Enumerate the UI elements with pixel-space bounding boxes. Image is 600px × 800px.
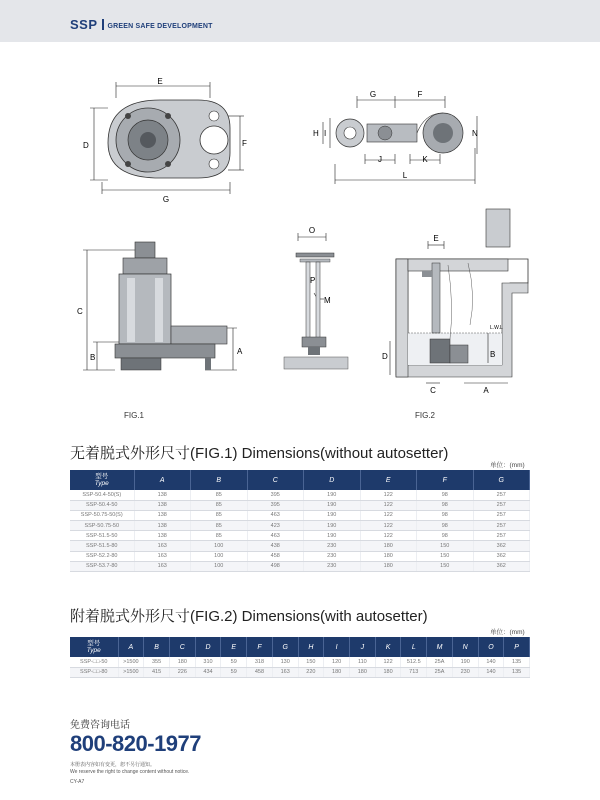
table1-header-row <box>70 470 530 490</box>
dim-label: H <box>313 129 319 138</box>
table-cell: 423 <box>247 521 304 531</box>
table-cell: 180 <box>324 667 350 677</box>
hotline-number: 800-820-1977 <box>70 731 202 756</box>
table-cell: 230 <box>304 561 361 571</box>
brand-logo: SSP <box>70 17 98 32</box>
dim-label: L <box>402 171 408 180</box>
table-row <box>70 521 530 531</box>
table-cell: 85 <box>191 490 248 500</box>
column-header: D <box>195 637 221 657</box>
table-row <box>70 541 530 551</box>
table-cell: 362 <box>473 541 530 551</box>
dim-label: N <box>472 129 478 138</box>
dim-label: P <box>310 276 316 285</box>
table-cell: 150 <box>417 541 474 551</box>
column-header: E <box>360 470 417 490</box>
table-cell: >1500 <box>118 667 144 677</box>
table-cell: 310 <box>195 657 221 667</box>
table-cell: SSP-□□-50 <box>70 657 118 667</box>
column-header: C <box>169 637 195 657</box>
dim-label: B <box>490 350 496 359</box>
dim-label: A <box>483 386 489 395</box>
table-cell: 395 <box>247 500 304 510</box>
table-cell: 138 <box>134 490 191 500</box>
table1-title: 无着脱式外形尺寸(FIG.1) Dimensions(without autosetter) <box>70 445 449 462</box>
table-cell: 190 <box>304 500 361 510</box>
table-cell: 220 <box>298 667 324 677</box>
table-cell: 135 <box>504 657 530 667</box>
table-cell: 122 <box>360 510 417 520</box>
table-cell: SSP-53.7-80 <box>70 561 134 571</box>
fig2-pit-drawing <box>378 205 528 395</box>
table1-unit: 单位：(mm) <box>490 462 525 469</box>
dim-label: F <box>242 139 247 148</box>
table-cell: SSP-51.5-50 <box>70 531 134 541</box>
table-cell: 150 <box>298 657 324 667</box>
table-cell: SSP-50.4-50(S) <box>70 490 134 500</box>
column-header: A <box>134 470 191 490</box>
table-cell: 230 <box>452 667 478 677</box>
table-cell: 415 <box>144 667 170 677</box>
table-cell: 163 <box>134 541 191 551</box>
disclaimer-cn: 本册表内容如有变更，恕不另行通知。 <box>70 762 156 768</box>
table1 <box>70 470 530 572</box>
table-cell: SSP-50.75-50 <box>70 521 134 531</box>
table-cell: 257 <box>473 521 530 531</box>
type-header-en: Type <box>94 480 109 487</box>
column-header: D <box>304 470 361 490</box>
table-cell: 163 <box>134 551 191 561</box>
table-cell: 59 <box>221 667 247 677</box>
dim-label: B <box>90 353 96 362</box>
column-header: G <box>272 637 298 657</box>
table-cell: 355 <box>144 657 170 667</box>
table-cell: 190 <box>304 531 361 541</box>
table-cell: 180 <box>360 541 417 551</box>
table-cell: 226 <box>169 667 195 677</box>
table-cell: 138 <box>134 521 191 531</box>
table-cell: 458 <box>247 667 273 677</box>
brand-tagline: GREEN SAFE DEVELOPMENT <box>107 23 213 30</box>
table-cell: 190 <box>304 510 361 520</box>
table-cell: 257 <box>473 490 530 500</box>
catalog-code: CY-A7 <box>70 779 85 785</box>
table-cell: 180 <box>360 551 417 561</box>
fig1-label: FIG.1 <box>124 411 145 420</box>
table-cell: >1500 <box>118 657 144 667</box>
table-cell: SSP-□□-80 <box>70 667 118 677</box>
table-cell: 100 <box>191 551 248 561</box>
table-cell: 257 <box>473 500 530 510</box>
table-cell: 463 <box>247 510 304 520</box>
table-cell: 130 <box>272 657 298 667</box>
table-cell: 180 <box>349 667 375 677</box>
dim-label: K <box>422 155 428 164</box>
table-row <box>70 510 530 520</box>
table-cell: 434 <box>195 667 221 677</box>
table-cell: 122 <box>360 490 417 500</box>
table-cell: 163 <box>134 561 191 571</box>
column-header: O <box>478 637 504 657</box>
dim-label: D <box>382 352 388 361</box>
table-cell: 85 <box>191 510 248 520</box>
table-cell: 362 <box>473 551 530 561</box>
dim-label: O <box>308 226 316 235</box>
table-cell: 140 <box>478 667 504 677</box>
column-header: A <box>118 637 144 657</box>
table-cell: 138 <box>134 500 191 510</box>
column-header: L <box>401 637 427 657</box>
table-cell: 395 <box>247 490 304 500</box>
table-cell: 138 <box>134 510 191 520</box>
table-cell: 230 <box>304 541 361 551</box>
table-cell: SSP-51.5-80 <box>70 541 134 551</box>
column-header: C <box>247 470 304 490</box>
table-cell: 150 <box>417 551 474 561</box>
dim-label: C <box>430 386 436 395</box>
table-cell: 100 <box>191 541 248 551</box>
table-cell: 135 <box>504 667 530 677</box>
hotline-label: 免费咨询电话 <box>70 720 130 731</box>
dim-label: F <box>417 90 423 99</box>
table-cell: 163 <box>272 667 298 677</box>
column-header: F <box>417 470 474 490</box>
table-row <box>70 561 530 571</box>
table-row <box>70 657 530 667</box>
table-cell: 438 <box>247 541 304 551</box>
table-row <box>70 667 530 677</box>
table-cell: 138 <box>134 531 191 541</box>
table-cell: 85 <box>191 500 248 510</box>
brand <box>70 17 213 32</box>
table-cell: 180 <box>360 561 417 571</box>
column-header: M <box>427 637 453 657</box>
table-cell: SSP-52.2-80 <box>70 551 134 561</box>
top-view-drawing <box>80 78 260 203</box>
table-cell: 190 <box>304 490 361 500</box>
table-cell: 463 <box>247 531 304 541</box>
table-cell: 498 <box>247 561 304 571</box>
table-cell: 150 <box>417 561 474 571</box>
table-cell: 122 <box>360 500 417 510</box>
dim-label: E <box>433 234 439 243</box>
table-cell: 98 <box>417 531 474 541</box>
dim-label: I <box>324 129 327 138</box>
dim-label: A <box>237 347 243 356</box>
table-cell: 25A <box>427 657 453 667</box>
table-cell: 512.5 <box>401 657 427 667</box>
table-cell: 122 <box>360 521 417 531</box>
column-header: B <box>191 470 248 490</box>
table2 <box>70 637 530 678</box>
table-cell: 120 <box>324 657 350 667</box>
column-header: J <box>349 637 375 657</box>
dim-label: C <box>77 307 83 316</box>
guide-rail-drawing <box>280 225 360 375</box>
table-cell: 100 <box>191 561 248 571</box>
dim-label: J <box>378 155 382 164</box>
column-header: G <box>473 470 530 490</box>
table-cell: 122 <box>360 531 417 541</box>
header-bar <box>0 0 600 42</box>
column-header: B <box>144 637 170 657</box>
table-cell: 85 <box>191 531 248 541</box>
table-cell: 257 <box>473 510 530 520</box>
column-header: E <box>221 637 247 657</box>
table2-title: 附着脱式外形尺寸(FIG.2) Dimensions(with autosetter) <box>70 608 428 625</box>
dim-label: G <box>162 195 170 204</box>
table-cell: 140 <box>478 657 504 667</box>
dim-label: E <box>157 77 163 86</box>
dim-label: D <box>83 141 89 150</box>
column-header: F <box>247 637 273 657</box>
table-cell: SSP-50.75-50(S) <box>70 510 134 520</box>
table2-unit: 单位：(mm) <box>490 629 525 636</box>
table-cell: 122 <box>375 657 401 667</box>
dim-label: G <box>369 90 377 99</box>
autosetter-top-drawing <box>305 88 490 188</box>
table-cell: 98 <box>417 510 474 520</box>
table-cell: 110 <box>349 657 375 667</box>
table-cell: 458 <box>247 551 304 561</box>
type-header-en: Type <box>86 647 101 654</box>
table-cell: 190 <box>452 657 478 667</box>
table-cell: 98 <box>417 490 474 500</box>
lwl-marker: L.W.L <box>490 325 503 331</box>
table-cell: 59 <box>221 657 247 667</box>
brand-separator <box>102 19 104 30</box>
table-cell: 180 <box>169 657 195 667</box>
column-header: P <box>504 637 530 657</box>
table-cell: 318 <box>247 657 273 667</box>
fig1-pump-drawing <box>75 230 255 380</box>
type-header <box>70 470 134 490</box>
table-cell: 98 <box>417 500 474 510</box>
dim-label: M <box>324 296 331 305</box>
table-cell: 25A <box>427 667 453 677</box>
column-header: H <box>298 637 324 657</box>
disclaimer-en: We reserve the right to change content without notice. <box>70 769 190 775</box>
table-cell: 190 <box>304 521 361 531</box>
table-cell: 230 <box>304 551 361 561</box>
type-header-cn: 型号 <box>95 473 109 480</box>
table-row <box>70 551 530 561</box>
type-header <box>70 637 118 657</box>
table-cell: 180 <box>375 667 401 677</box>
column-header: I <box>324 637 350 657</box>
column-header: N <box>452 637 478 657</box>
table-cell: 257 <box>473 531 530 541</box>
table-row <box>70 531 530 541</box>
table-row <box>70 490 530 500</box>
fig2-label: FIG.2 <box>415 411 436 420</box>
table-cell: 713 <box>401 667 427 677</box>
type-header-cn: 型号 <box>87 640 101 647</box>
table-row <box>70 500 530 510</box>
table-cell: 98 <box>417 521 474 531</box>
table-cell: 362 <box>473 561 530 571</box>
table-cell: SSP-50.4-50 <box>70 500 134 510</box>
table-cell: 85 <box>191 521 248 531</box>
column-header: K <box>375 637 401 657</box>
table2-header-row <box>70 637 530 657</box>
